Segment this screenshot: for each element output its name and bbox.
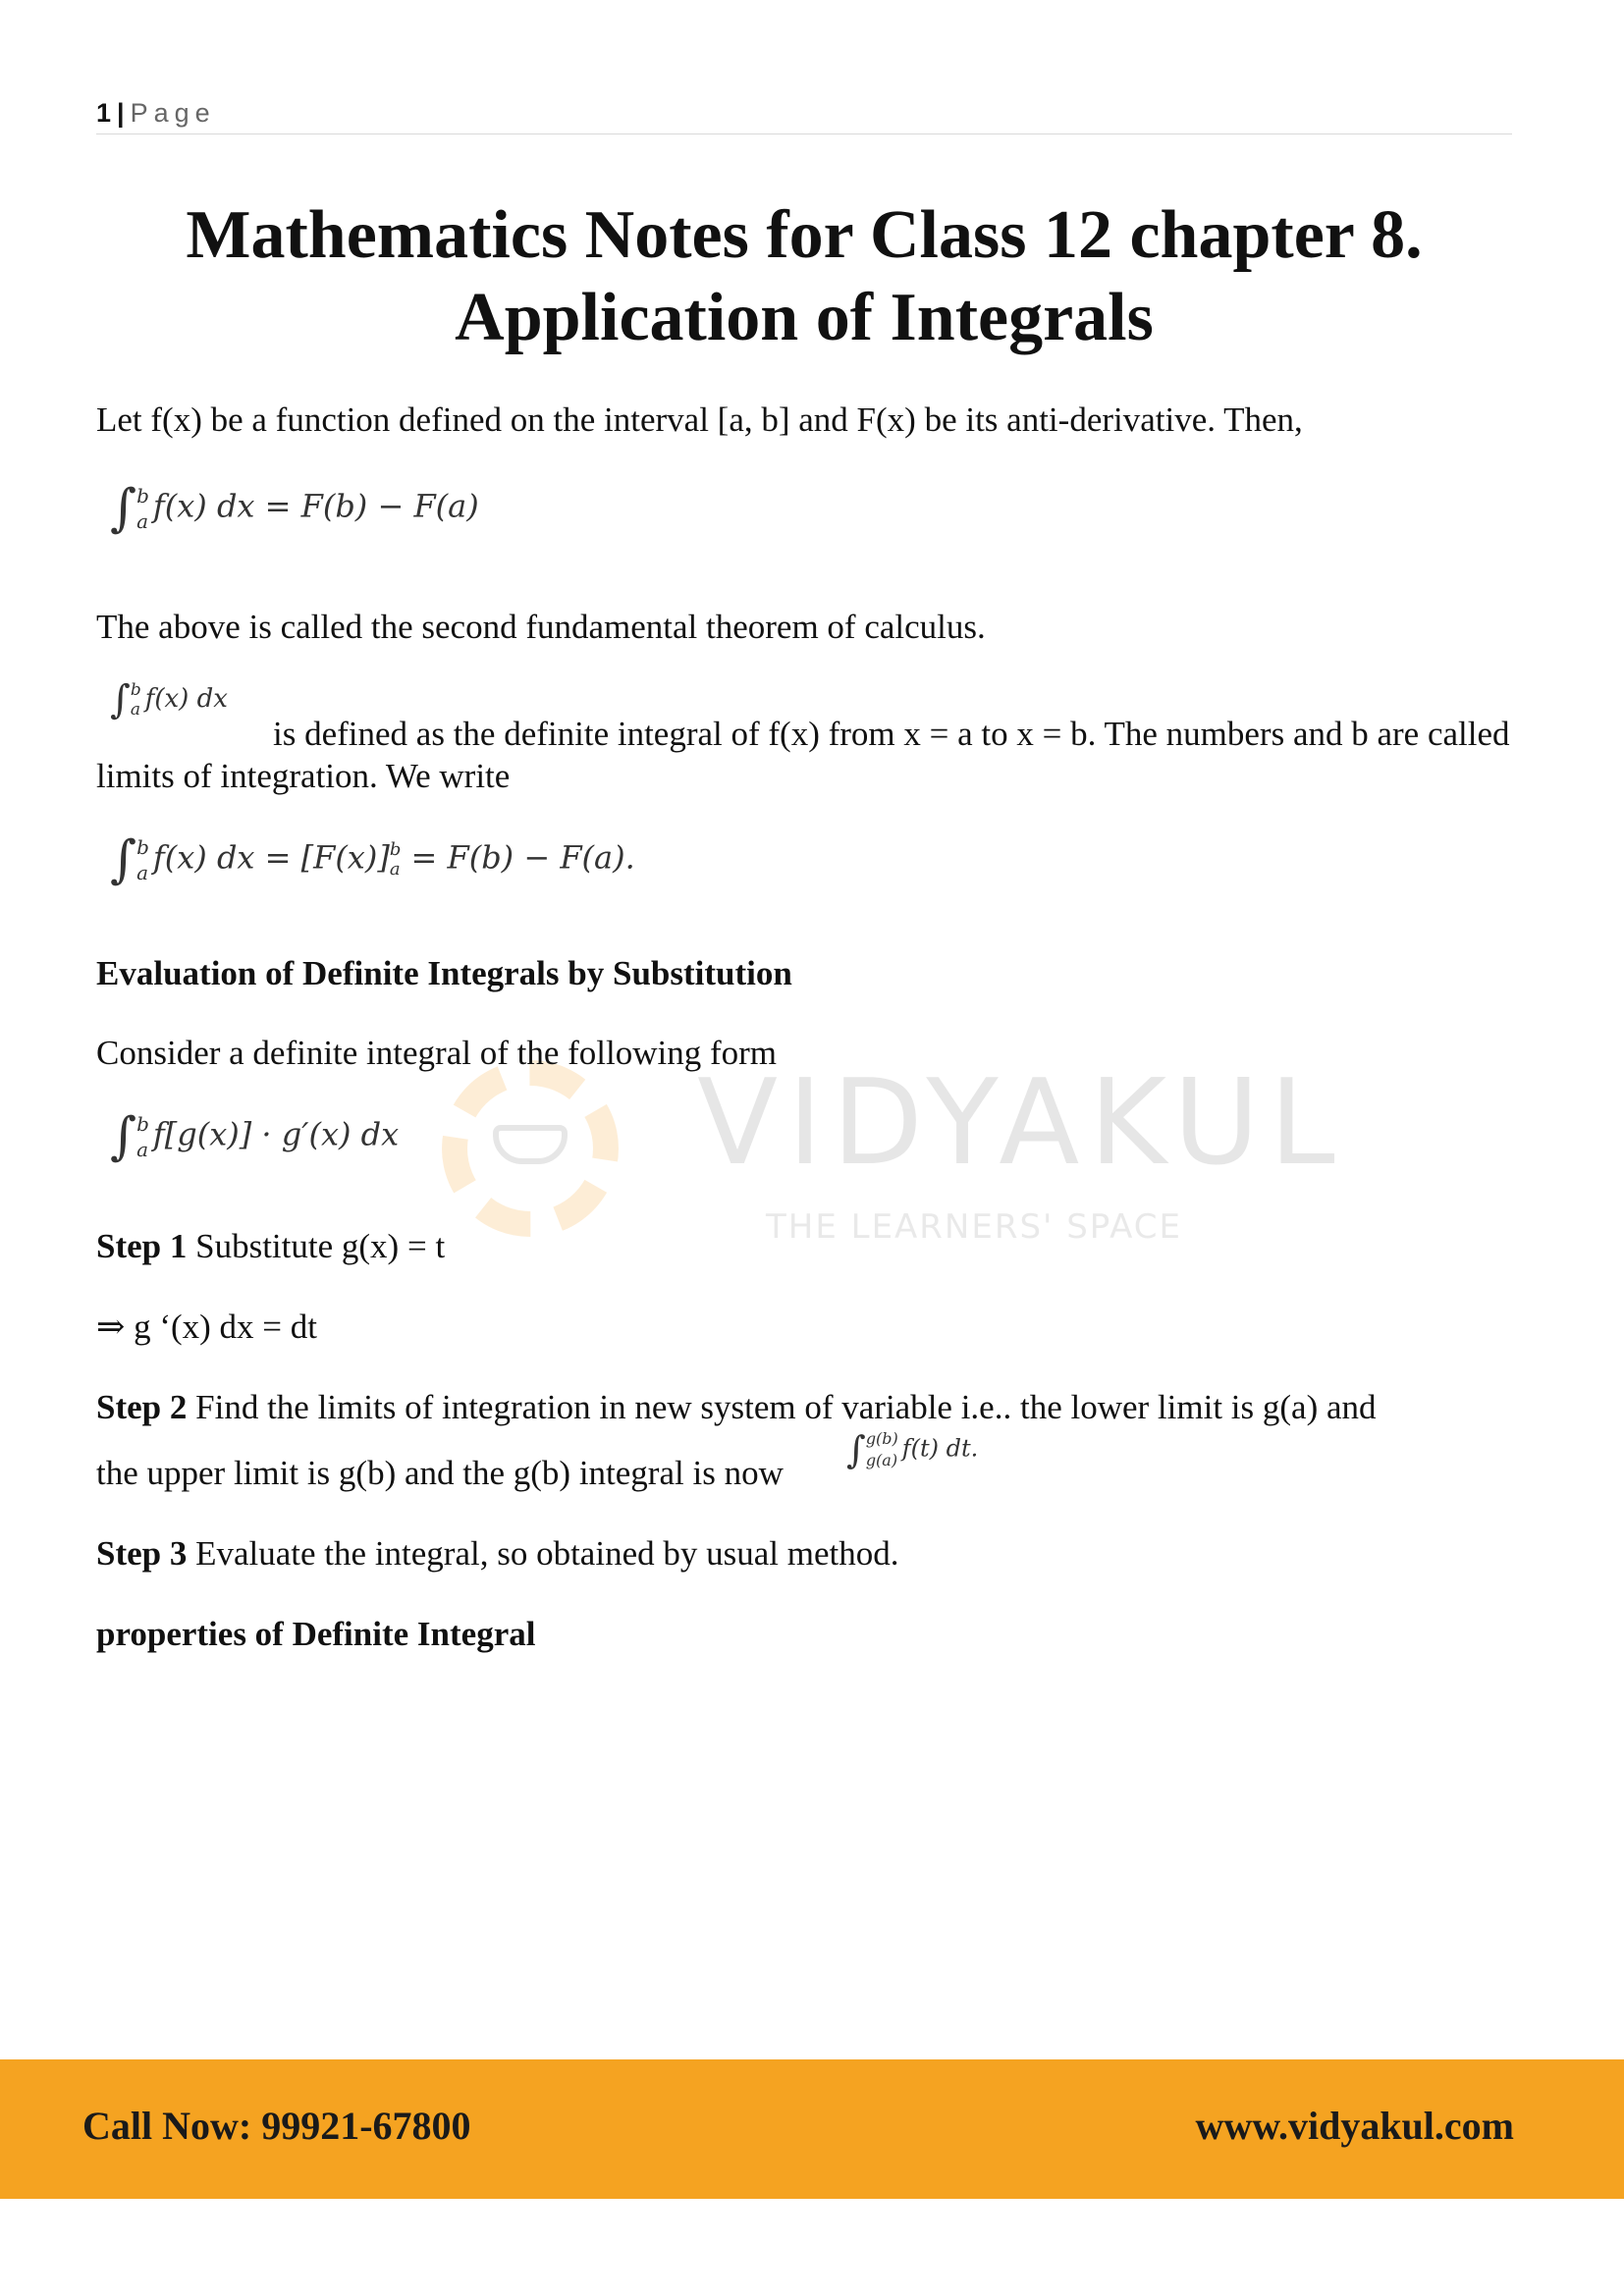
page-header [96, 98, 1512, 134]
step-1 [96, 1225, 1530, 1267]
footer-website-link[interactable]: www.vidyakul.com [1195, 2104, 1514, 2148]
graduation-cap-icon [493, 1125, 568, 1164]
formula-definite-integral: ∫ b a f(x) dx [110, 677, 228, 722]
title-line-2: Application of Integrals [455, 280, 1154, 355]
formula-evaluation: ∫ b a f(x) dx = [F(x)] b a = F(b) − F(a). [110, 830, 635, 889]
step-3-label: Step 3 [96, 1534, 188, 1573]
step-2-line-2 [96, 1452, 784, 1494]
page-separator: | [117, 98, 125, 128]
gear-logo-icon [442, 1060, 619, 1237]
formula-new-limits: ∫ g(b) g(a) f(t) dt. [846, 1428, 979, 1471]
watermark-brand: VIDYAKUL [697, 1055, 1345, 1192]
section-heading-substitution: Evaluation of Definite Integrals by Substitution [96, 954, 792, 992]
page-label: Page [130, 98, 216, 128]
formula-ftc: ∫ b a f(x) dx = F(b) − F(a) [110, 479, 479, 538]
title-line-1: Mathematics Notes for Class 12 chapter 8. [186, 197, 1423, 273]
footer-call-now: Call Now: 99921-67800 [82, 2104, 471, 2148]
step-1-label: Step 1 [96, 1227, 188, 1265]
step-1-result: ⇒ g ‘(x) dx = dt [96, 1308, 318, 1346]
theorem-paragraph: The above is called the second fundamental theorem of calculus. [96, 608, 986, 646]
footer-band [0, 2059, 1624, 2199]
consider-paragraph: Consider a definite integral of the following form [96, 1034, 778, 1072]
step-3 [96, 1532, 1530, 1575]
watermark-tagline: THE LEARNERS' SPACE [766, 1207, 1183, 1247]
section-heading-properties: properties of Definite Integral [96, 1615, 536, 1653]
step-2-text-line-1: Find the limits of integration in new system of variable i.e.. the lower limit is g(a) and [187, 1388, 1377, 1426]
step-2-label: Step 2 [96, 1388, 188, 1426]
document-title [96, 194, 1512, 359]
formula-substitution-form: ∫ b a f[g(x)] · g′(x) dx [110, 1107, 400, 1166]
definite-definition-paragraph: is defined as the definite integral of f(x) from x = a to x = b. The numbers and b are called limits of integration. We write [96, 715, 1510, 795]
step-1-text: Substitute g(x) = t [187, 1227, 446, 1265]
step-2-text-line-2: the upper limit is g(b) and the g(b) integral is now [96, 1454, 784, 1492]
step-2 [96, 1386, 1530, 1428]
page-number: 1 [96, 98, 112, 128]
intro-paragraph: Let f(x) be a function defined on the interval [a, b] and F(x) be its anti-derivative. Then, [96, 400, 1303, 439]
step-3-text: Evaluate the integral, so obtained by usual method. [187, 1534, 899, 1573]
